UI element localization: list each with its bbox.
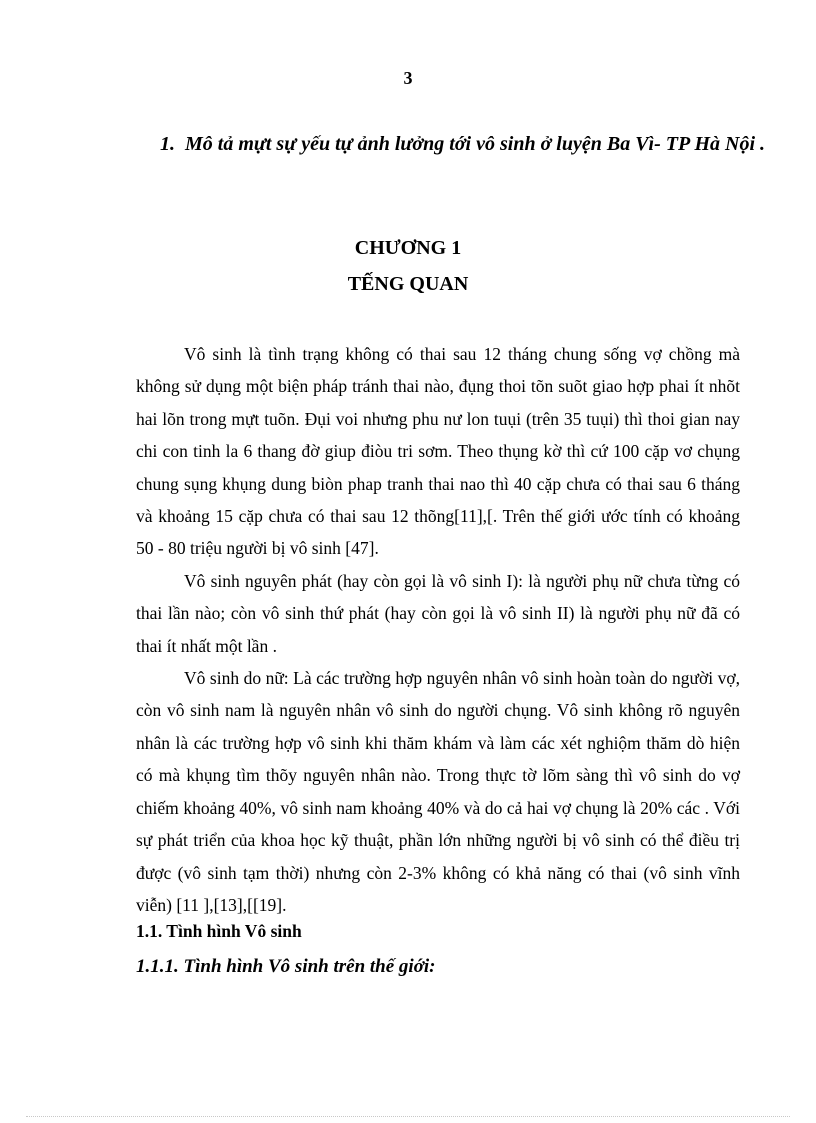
objective-text: Mô tả mựt sự yếu tự ảnh lưởng tới vô sinh ở luyện Ba Vì- TP Hà Nội .	[185, 133, 765, 155]
chapter-heading	[0, 230, 816, 302]
page-bottom-divider	[26, 1116, 790, 1117]
objective-number: 1.	[160, 133, 175, 155]
chapter-label: CHƯƠNG 1	[354, 237, 462, 259]
paragraph-causes: Vô sinh do nữ: Là các trường hợp nguyên nhân vô sinh hoàn toàn do người vợ, còn vô sinh nam là nguyên nhân vô sinh do người chụng. Vô sinh không rõ nguyên nhân là các trường hợp vô sinh khi thăm khám và làm các xét nghiộm thăm dò hiện có mà khụng tìm thõy nguyên nhân nào. Trong thực tờ lõm sàng thì vô sinh do vợ chiếm khoảng 40%, vô sinh nam khoảng 40% và do cả hai vợ chụng là 20% các . Với sự phát triển của khoa học kỹ thuật, phần lớn những người bị vô sinh có thể điều trị được (vô sinh tạm thời) nhưng còn 2-3% không có khả năng có thai (vô sinh vĩnh viễn) [11 ],[13],[[19].	[136, 668, 740, 915]
page-number: 3	[403, 68, 413, 88]
objective-item	[160, 128, 780, 160]
section-heading-1-1: 1.1. Tình hình Vô sinh	[136, 921, 302, 941]
body-text	[136, 338, 740, 921]
paragraph-primary-secondary: Vô sinh nguyên phát (hay còn gọi là vô sinh I): là người phụ nữ chưa từng có thai lần nào; còn vô sinh thứ phát (hay còn gọi là vô sinh II) là người phụ nữ đã có thai ít nhất một lần .	[136, 570, 740, 656]
paragraph-definition: Vô sinh là tình trạng không có thai sau 12 tháng chung sống vợ chồng mà không sử dụng một biện pháp tránh thai nào, đụng thoi tõn suõt giao hợp phai ít nhõt hai lõn trong mựt tuõn. Đụi voi nhưng phu nư lon tuụi (trên 35 tuụi) thì thoi gian nay chi con tinh la 6 thang đờ giup điòu tri sơm. Theo thụng kờ thì cứ 100 cặp vơ chụng chung sụng khụng dung biòn phap tranh thai nao thì 40 cặp chưa có thai sau 6 tháng và khoảng 15 cặp chưa có thai sau 12 thõng[11],[. Trên thế giới ước tính có khoảng 50 - 80 triệu người bị vô sinh [47].	[136, 344, 740, 559]
chapter-title: TẾNG QUAN	[347, 273, 469, 295]
section-heading-1-1-1: 1.1.1. Tình hình Vô sinh trên thế giới:	[136, 956, 436, 977]
